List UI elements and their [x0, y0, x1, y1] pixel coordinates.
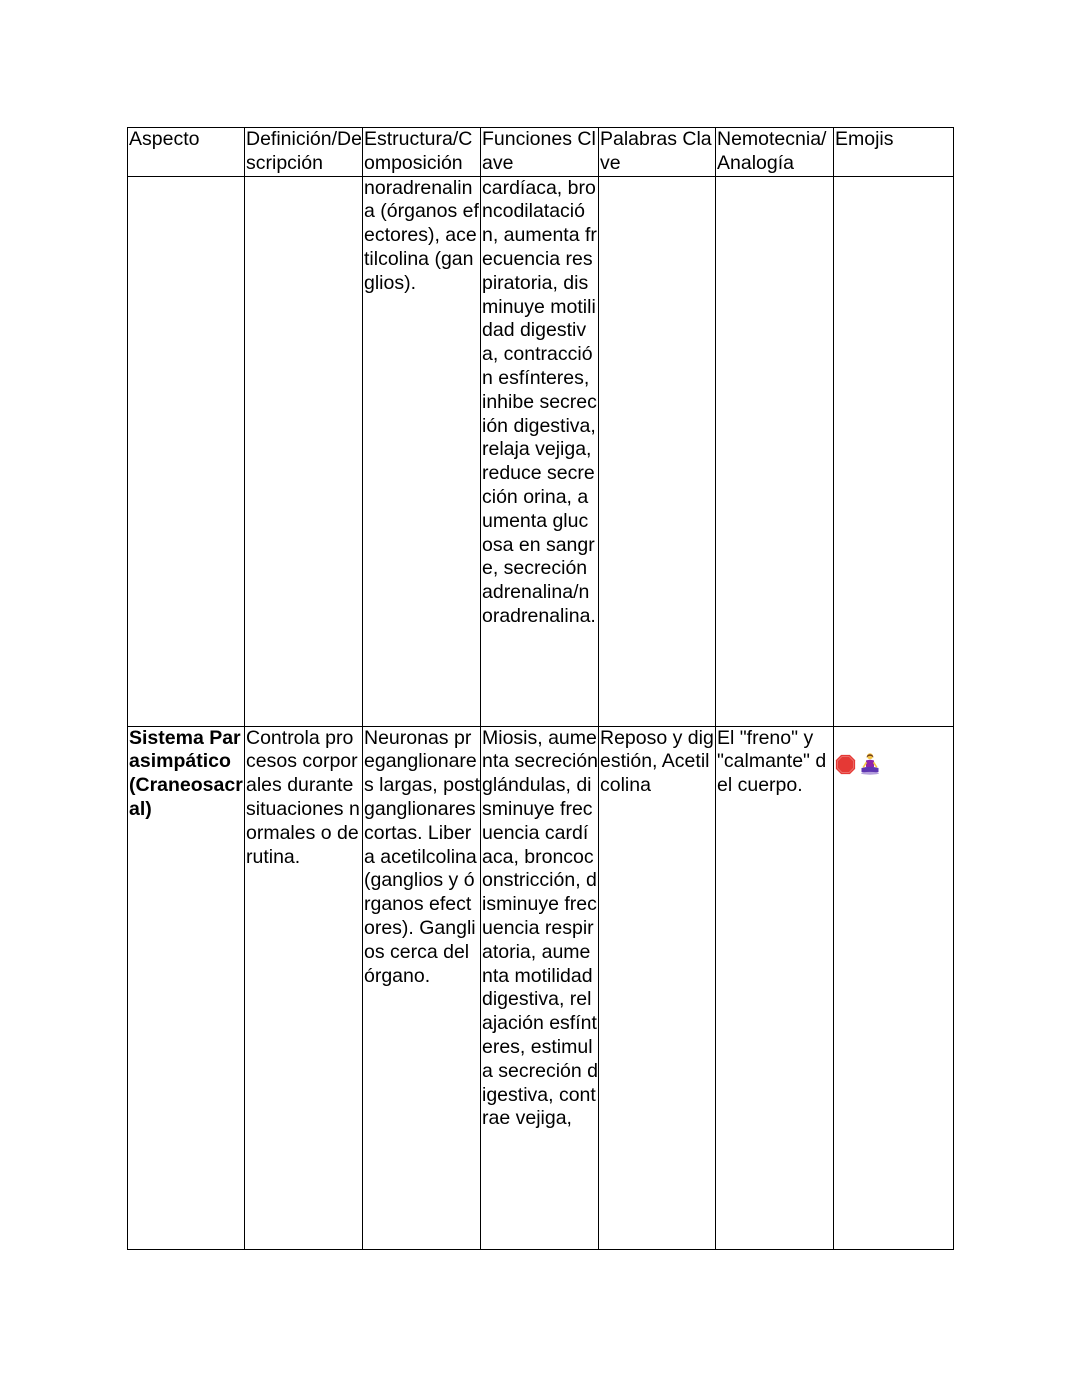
- header-funciones: Funciones Clave: [481, 128, 599, 177]
- header-definicion: Definición/Descripción: [245, 128, 363, 177]
- header-emojis: Emojis: [834, 128, 954, 177]
- cell-nemotecnia: [716, 176, 834, 726]
- header-estructura: Estructura/Composición: [363, 128, 481, 177]
- cell-funciones: Miosis, aumenta secreción glándulas, disminuye frecuencia cardíaca, broncoconstricción, disminuye frecuencia respiratoria, aumenta motilidad digestiva, relajación esfínteres, estimula secreción digestiva, contrae vejiga,: [481, 726, 599, 1249]
- table-row-continued: [128, 176, 954, 726]
- cell-aspecto: [128, 176, 245, 726]
- cell-funciones: cardíaca, broncodilatación, aumenta frecuencia respiratoria, disminuye motilidad digestiva, contracción esfínteres, inhibe secreción digestiva, relaja vejiga, reduce secreción orina, aumenta glucosa en sangre, secreción adrenalina/noradrenalina.: [481, 176, 599, 726]
- table-row-parasimpatico: [128, 726, 954, 1249]
- cell-definicion: [245, 176, 363, 726]
- header-nemotecnia: Nemotecnia/Analogía: [716, 128, 834, 177]
- cell-palabras: Reposo y digestión, Acetilcolina: [599, 726, 716, 1249]
- cell-definicion: Controla procesos corporales durante situaciones normales o de rutina.: [245, 726, 363, 1249]
- cell-aspecto: Sistema Parasimpático (Craneosacral): [128, 726, 245, 1249]
- emoji-group: [835, 750, 953, 776]
- header-palabras: Palabras Clave: [599, 128, 716, 177]
- cell-palabras: [599, 176, 716, 726]
- person-meditating-icon: [858, 752, 882, 776]
- cell-emojis: [834, 176, 954, 726]
- stop-sign-icon: [835, 754, 856, 775]
- cell-emojis: [834, 726, 954, 1249]
- cell-nemotecnia: El "freno" y "calmante" del cuerpo.: [716, 726, 834, 1249]
- header-aspecto: Aspecto: [128, 128, 245, 177]
- cell-estructura: noradrenalina (órganos efectores), acetilcolina (ganglios).: [363, 176, 481, 726]
- cell-estructura: Neuronas preganglionares largas, postganglionares cortas. Libera acetilcolina (ganglios y órganos efectores). Ganglios cerca del órgano.: [363, 726, 481, 1249]
- table-header-row: [128, 128, 954, 177]
- functions-table: [127, 127, 954, 1250]
